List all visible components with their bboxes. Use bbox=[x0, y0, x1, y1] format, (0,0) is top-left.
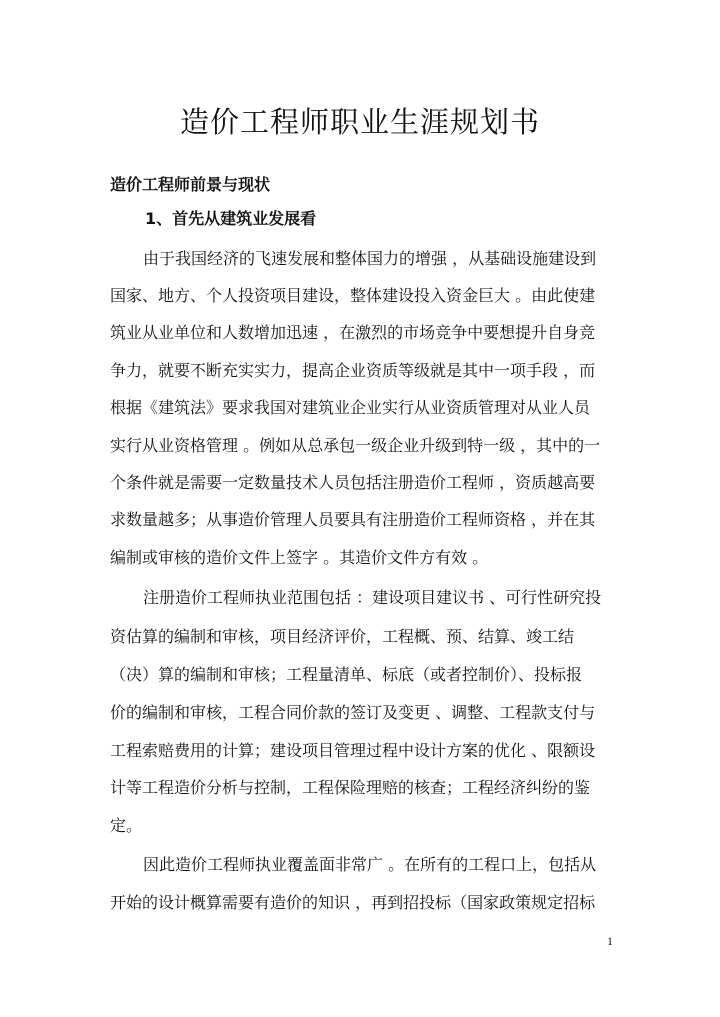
paragraph-line: （决）算的编制和审核；工程量清单、标底（或者控制价）、投标报 bbox=[110, 665, 583, 684]
paragraph-line: 个条件就是需要一定数量技术人员包括注册造价工程师 ，资质越高要 bbox=[110, 473, 596, 492]
paragraph-line: 由于我国经济的飞速发展和整体国力的增强 ，从基础设施建设到 bbox=[143, 249, 597, 268]
paragraph-line: 因此造价工程师执业覆盖面非常广 。在所有的工程口上，包括从 bbox=[143, 855, 597, 874]
paragraph-line: 编制或审核的造价文件上签字 。其造价文件方有效 。 bbox=[110, 548, 489, 567]
document-title: 造价工程师职业生涯规划书 bbox=[179, 105, 540, 139]
paragraph-line: 注册造价工程师执业范围包括 ：建设项目建议书 、可行性研究投 bbox=[143, 588, 602, 607]
subheading: 1、首先从建筑业发展看 bbox=[145, 209, 317, 228]
paragraph-line: 实行从业资格管理 。例如从总承包一级企业升级到特一级 ，其中的一 bbox=[110, 436, 601, 455]
page-number: 1 bbox=[607, 934, 613, 948]
section-heading: 造价工程师前景与现状 bbox=[110, 175, 271, 194]
paragraph-line: 价的编制和审核，工程合同价款的签订及变更 、调整、工程款支付与 bbox=[110, 703, 596, 722]
paragraph-line: 工程索赔费用的计算；建设项目管理过程中设计方案的优化 、限额设 bbox=[110, 741, 596, 760]
paragraph-line: 开始的设计概算需要有造价的知识 ，再到招投标（国家政策规定招标 bbox=[110, 893, 596, 912]
paragraph-line: 国家、地方、个人投资项目建设，整体建设投入资金巨大 。由此使建 bbox=[110, 286, 596, 305]
paragraph-line: 资估算的编制和审核，项目经济评价，工程概、预、结算、竣工结 bbox=[110, 627, 575, 646]
paragraph-line: 筑业从业单位和人数增加迅速 ，在激烈的市场竞争中要想提升自身竞 bbox=[110, 323, 596, 342]
paragraph-line: 计等工程造价分析与控制，工程保险理赔的核查；工程经济纠纷的鉴 bbox=[110, 778, 591, 797]
paragraph-line: 求数量越多；从事造价管理人员要具有注册造价工程师资格 ，并在其 bbox=[110, 510, 596, 529]
paragraph-line: 定。 bbox=[110, 816, 143, 835]
paragraph-line: 争力，就要不断充实实力，提高企业资质等级就是其中一项手段 ，而 bbox=[110, 361, 596, 380]
paragraph-line: 根据《建筑法》要求我国对建筑业企业实行从业资质管理对从业人员 bbox=[110, 398, 591, 417]
